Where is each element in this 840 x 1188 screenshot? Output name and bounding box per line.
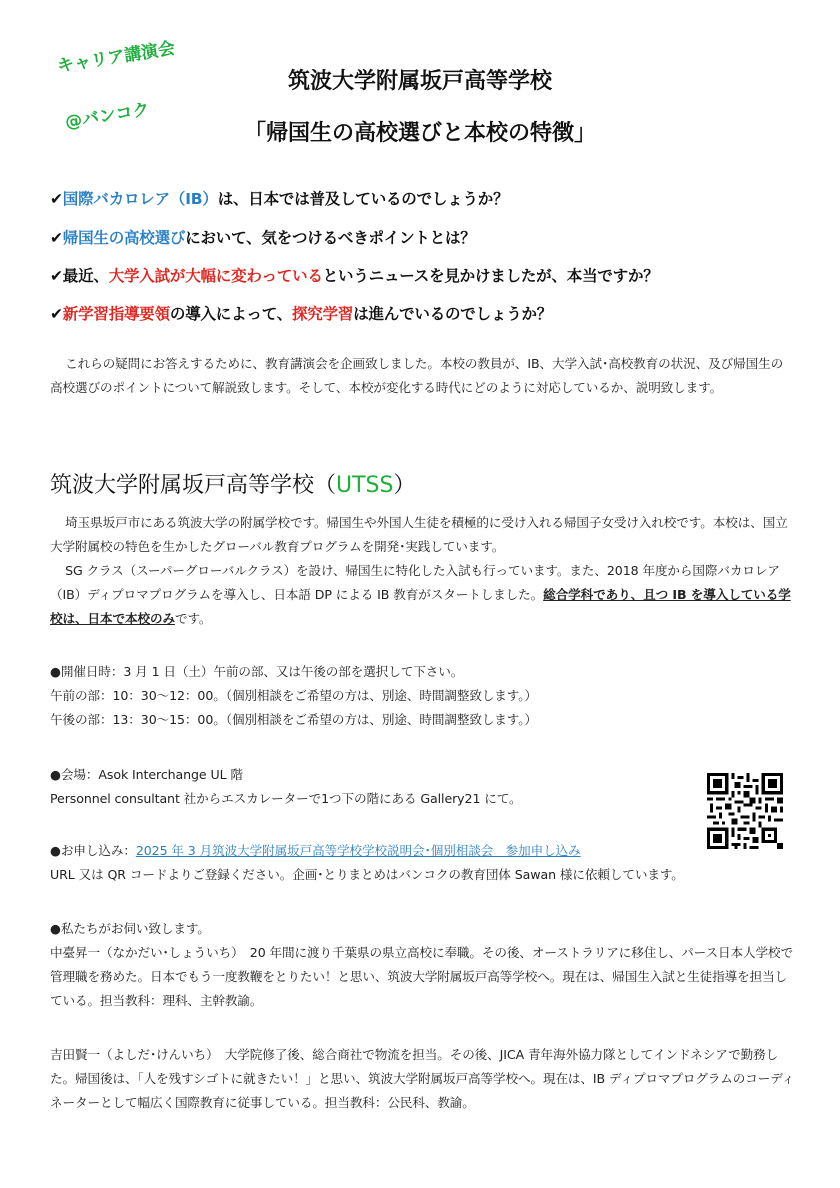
question-highlight: 大学入試が大幅に変わっている (108, 267, 323, 285)
check-icon: ✔ (50, 267, 63, 285)
question-text-end: は進んでいるのでしょうか？ (353, 305, 553, 323)
page-title-topic: 「帰国生の高校選びと本校の特徴」 (243, 121, 596, 146)
question-text: において、気をつけるべきポイントとは？ (185, 229, 476, 247)
question-text: というニュースを見かけましたが、本当ですか？ (322, 267, 659, 285)
venue-line-2: Personnel consultant 社からエスカレーターで1つ下の階にある Gallery21 にて。 (50, 791, 522, 806)
school-para-2-emphasis: 総合学科であり、且つ IB を導入している学校は、日本で本校のみ (50, 587, 791, 626)
venue-line-1: ●会場：Asok Interchange UL 階 (50, 767, 243, 782)
speakers-heading: ●私たちがお伺い致します。 (50, 921, 210, 936)
school-section-title (50, 468, 416, 499)
question-highlight: 新学習指導要領 (62, 305, 170, 323)
intro-text: これらの疑問にお答えするために、教育講演会を企画致しました。本校の教員が、IB、大学入試･高校教育の状況、及び帰国生の高校選びのポイントについて解説致します。そして、本校が変化する時代にどのように対応しているか、説明致します。 (50, 356, 784, 395)
check-icon: ✔ (50, 305, 63, 323)
speakers-section (50, 917, 795, 1013)
application-line-1 (50, 839, 795, 863)
question-2 (50, 226, 476, 248)
question-4 (50, 302, 552, 324)
school-para-2 (50, 559, 795, 631)
check-icon: ✔ (50, 190, 63, 208)
school-para-2-text: SG クラス（スーパーグローバルクラス）を設け、帰国生に特化した入試も行っています。また、2018 年度から国際バカロレア（IB）ディプロマプログラムを導入し、日本語 DP による IB 教育がスタートしました。 (50, 563, 780, 602)
check-icon: ✔ (50, 229, 63, 247)
event-tag-bangkok: @バンコク (63, 99, 151, 133)
school-description (50, 511, 795, 631)
speaker-2-bio: 吉田賢一（よしだ･けんいち） 大学院修了後、総合商社で物流を担当。その後、JICA 青年海外協力隊としてインドネシアで勤務した。帰国後は、「人を残すシゴトに就きたい！」と思い、筑波大学附属坂戸高等学校へ。現在は、IB ディプロマプログラムのコーディネーターとして幅広く国際教育に従事している。担当教科：公民科、教諭。 (50, 1047, 795, 1110)
venue-info (50, 763, 690, 811)
question-highlight-2: 探究学習 (292, 305, 354, 323)
event-date: ●開催日時：3 月 1 日（土）午前の部、又は午後の部を選択して下さい。 (50, 664, 464, 679)
school-para-1: 埼玉県坂戸市にある筑波大学の附属学校です。帰国生や外国人生徒を積極的に受け入れる帰国子女受け入れ校です。本校は、国立大学附属校の特色を生かしたグローバル教育プログラムを開発･実践しています。 (50, 515, 788, 554)
application-info (50, 839, 795, 887)
application-line-2: URL 又は QR コードよりご登録ください。企画･とりまとめはバンコクの教育団体 Sawan 様に依頼しています。 (50, 867, 684, 882)
question-prefix: 最近、 (62, 267, 109, 285)
speaker-2-section (50, 1043, 795, 1115)
question-3 (50, 264, 659, 286)
question-text: は、日本では普及しているのでしょうか？ (217, 190, 509, 208)
intro-paragraph (50, 352, 795, 400)
question-highlight: 帰国生の高校選び (62, 229, 186, 247)
school-para-2-end: です。 (174, 611, 212, 626)
event-schedule (50, 660, 795, 732)
event-pm: 午後の部：13：30～15：00。（個別相談をご希望の方は、別途、時間調整致します。） (50, 712, 537, 727)
qr-code-icon[interactable] (707, 773, 783, 849)
speaker-1-bio: 中臺昇一（なかだい･しょういち） 20 年間に渡り千葉県の県立高校に奉職。その後、オーストラリアに移住し、パース日本人学校で管理職を務めた。日本でもう一度教鞭をとりたい！と思い、筑波大学附属坂戸高等学校へ。現在は、帰国生入試と生徒指導を担当している。担当教科：理科、主幹教諭。 (50, 945, 794, 1008)
event-am: 午前の部：10：30～12：00。（個別相談をご希望の方は、別途、時間調整致します。） (50, 688, 537, 703)
page-title-school: 筑波大学附属坂戸高等学校 (287, 69, 552, 94)
application-prefix: ●お申し込み： (50, 843, 136, 858)
school-title-close: ） (393, 473, 416, 498)
application-link[interactable]: 2025 年 3 月筑波大学附属坂戸高等学校学校説明会･個別相談会 参加申し込み (135, 843, 581, 858)
question-1 (50, 187, 508, 209)
school-abbr: UTSS (336, 473, 394, 498)
school-name: 筑波大学附属坂戸高等学校（ (50, 473, 337, 498)
question-text: の導入によって、 (169, 305, 292, 323)
event-tag-career: キャリア講演会 (55, 38, 177, 77)
question-highlight: 国際バカロレア（IB） (62, 190, 218, 208)
